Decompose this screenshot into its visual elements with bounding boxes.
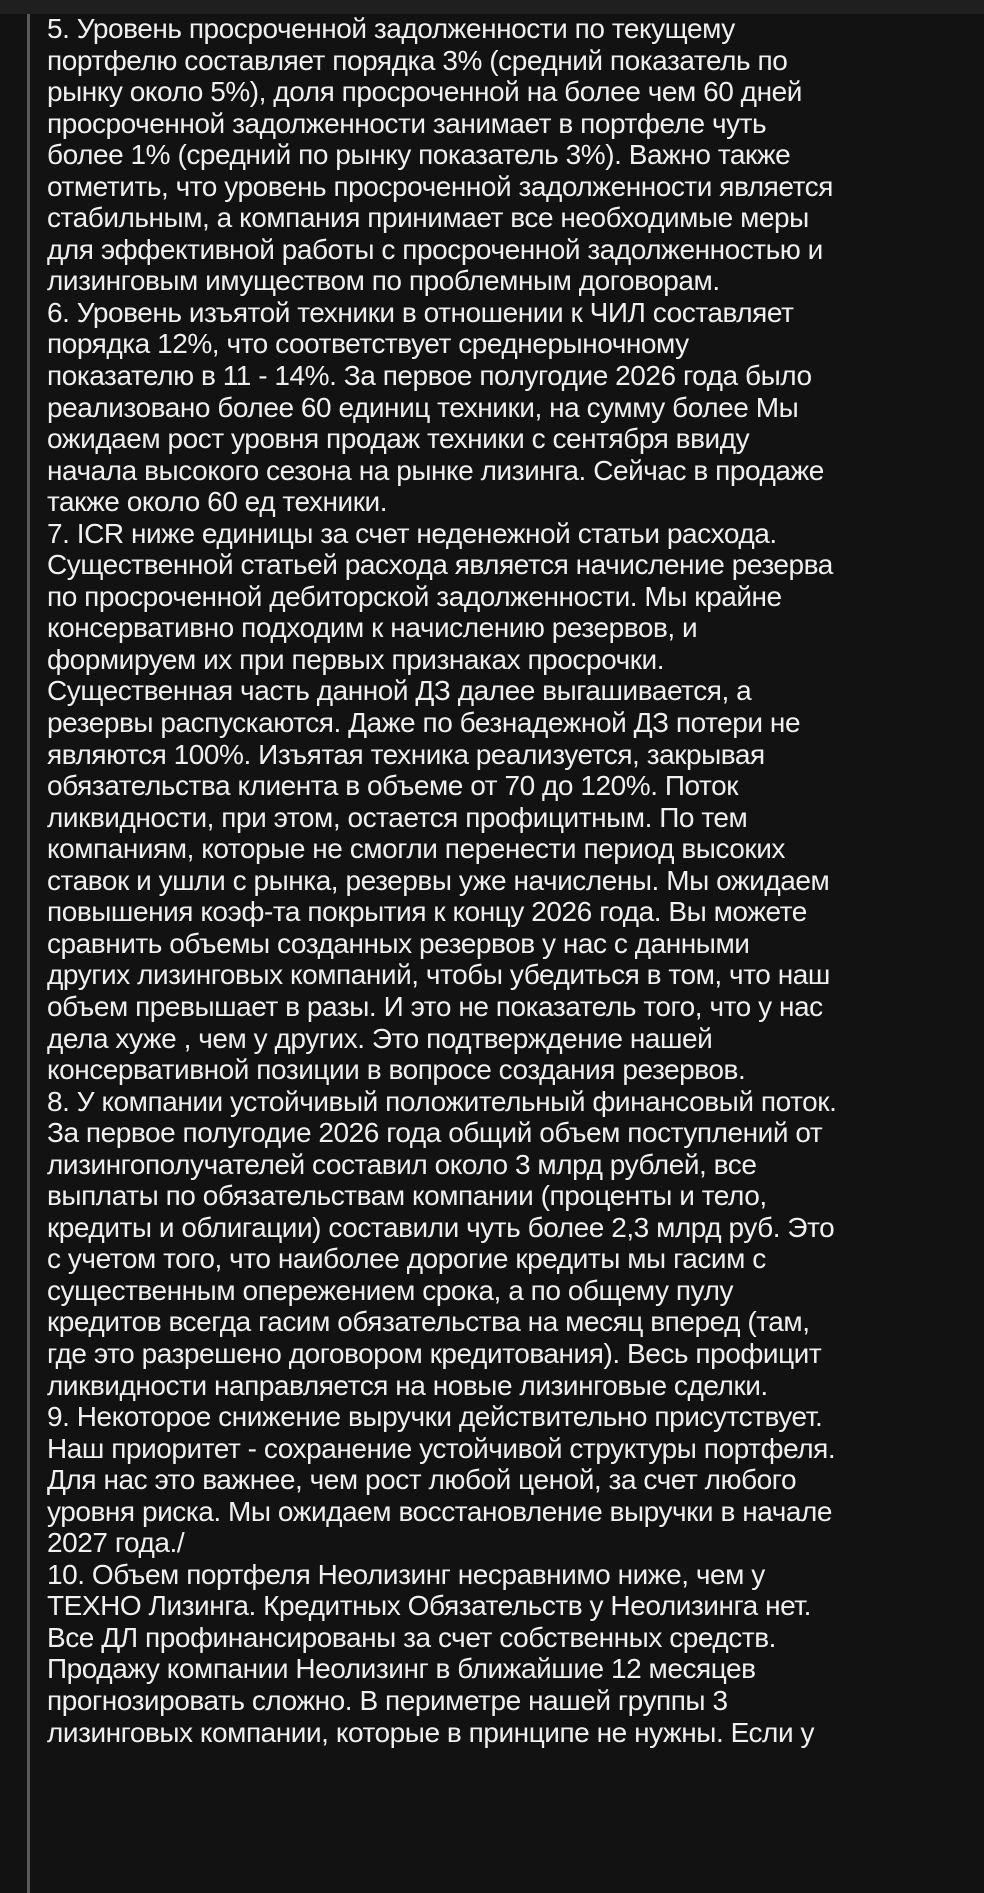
message-line: 6. Уровень изъятой техники в отношении к ЧИЛ составляет <box>47 296 794 328</box>
message-line: объем превышает в разы. И это не показатель того, что у нас <box>47 990 823 1022</box>
message-line: стабильным, а компания принимает все необходимые меры <box>47 202 809 234</box>
message-line: 9. Некоторое снижение выручки действительно присутствует. <box>47 1401 823 1433</box>
message-line: прогнозировать сложно. В периметре нашей группы 3 <box>47 1684 728 1716</box>
message-line: ТЕХНО Лизинга. Кредитных Обязательств у Неолизинга нет. <box>47 1590 811 1622</box>
message-line: обязательства клиента в объеме от 70 до 120%. Поток <box>47 770 739 802</box>
message-line: 2027 года./ <box>47 1527 185 1559</box>
message-line: начала высокого сезона на рынке лизинга. Сейчас в продаже <box>47 454 824 486</box>
message-line: более 1% (средний по рынку показатель 3%). Важно также <box>47 139 791 171</box>
message-line: лизинговым имуществом по проблемным договорам. <box>47 265 720 297</box>
message-line: являются 100%. Изъятая техника реализуется, закрывая <box>47 738 765 770</box>
message-line: ликвидности направляется на новые лизинговые сделки. <box>47 1369 768 1401</box>
message-line: Существенная часть данной ДЗ далее выгашивается, а <box>47 675 752 707</box>
message-line: показателю в 11 - 14%. За первое полугодие 2026 года было <box>47 360 812 392</box>
message-line: кредиты и облигации) составили чуть более 2,3 млрд руб. Это <box>47 1211 835 1243</box>
message-line: рынку около 5%), доля просроченной на более чем 60 дней <box>47 76 802 108</box>
message-line: где это разрешено договором кредитования). Весь профицит <box>47 1337 822 1369</box>
message-line: отметить, что уровень просроченной задолженности является <box>47 170 833 202</box>
message-line: просроченной задолженности занимает в портфеле чуть <box>47 107 767 139</box>
message-line: Существенной статьей расхода является начисление резерва <box>47 549 833 581</box>
message-line: Продажу компании Неолизинг в ближайшие 12 месяцев <box>47 1653 756 1685</box>
message-line: консервативно подходим к начислению резервов, и <box>47 612 698 644</box>
message-line: 7. ICR ниже единицы за счет неденежной статьи расхода. <box>47 517 777 549</box>
message-line: портфелю составляет порядка 3% (средний показатель по <box>47 44 788 76</box>
message-line: 5. Уровень просроченной задолженности по текущему <box>47 13 735 44</box>
message-line: дела хуже , чем у других. Это подтверждение нашей <box>47 1022 713 1054</box>
message-line: выплаты по обязательствам компании (проценты и тело, <box>47 1180 767 1212</box>
message-line: лизинговых компании, которые в принципе не нужны. Если у <box>47 1716 815 1748</box>
message-line: по просроченной дебиторской задолженности. Мы крайне <box>47 580 782 612</box>
message-line: порядка 12%, что соответствует среднерыночному <box>47 328 689 360</box>
message-line: лизингополучателей составил около 3 млрд рублей, все <box>47 1148 757 1180</box>
message-line: Для нас это важнее, чем рост любой ценой, за счет любого <box>47 1464 797 1496</box>
message-line: для эффективной работы с просроченной задолженностью и <box>47 233 823 265</box>
quote-bar <box>27 14 30 1893</box>
message-line: кредитов всегда гасим обязательства на месяц вперед (там, <box>47 1306 810 1338</box>
message-line: резервы распускаются. Даже по безнадежной ДЗ потери не <box>47 707 801 739</box>
message-line: повышения коэф-та покрытия к концу 2026 года. Вы можете <box>47 896 807 928</box>
message-line: За первое полугодие 2026 года общий объем поступлений от <box>47 1117 823 1149</box>
message-line: ликвидности, при этом, остается профицитным. По тем <box>47 801 748 833</box>
message-text <box>47 13 982 1748</box>
message-line: консервативной позиции в вопросе создания резервов. <box>47 1054 746 1086</box>
message-line: также около 60 ед техники. <box>47 486 388 518</box>
message-line: компаниям, которые не смогли перенести период высоких <box>47 833 785 865</box>
message-line: Все ДЛ профинансированы за счет собственных средств. <box>47 1621 776 1653</box>
message-line: с учетом того, что наиболее дорогие кредиты мы гасим с <box>47 1243 766 1275</box>
message-line: реализовано более 60 единиц техники, на сумму более Мы <box>47 391 799 423</box>
message-line: 10. Объем портфеля Неолизинг несравнимо ниже, чем у <box>47 1558 765 1590</box>
message-line: уровня риска. Мы ожидаем восстановление выручки в начале <box>47 1495 832 1527</box>
top-strip <box>0 0 984 14</box>
message-line: существенным опережением срока, а по общему пулу <box>47 1274 734 1306</box>
message-line: 8. У компании устойчивый положительный финансовый поток. <box>47 1085 837 1117</box>
message-line: формируем их при первых признаках просрочки. <box>47 643 665 675</box>
message-line: сравнить объемы созданных резервов у нас с данными <box>47 927 750 959</box>
message-line: других лизинговых компаний, чтобы убедиться в том, что наш <box>47 959 830 991</box>
message-line: ожидаем рост уровня продаж техники с сентября ввиду <box>47 423 750 455</box>
message-line: ставок и ушли с рынка, резервы уже начислены. Мы ожидаем <box>47 864 830 896</box>
message-line: Наш приоритет - сохранение устойчивой структуры портфеля. <box>47 1432 836 1464</box>
